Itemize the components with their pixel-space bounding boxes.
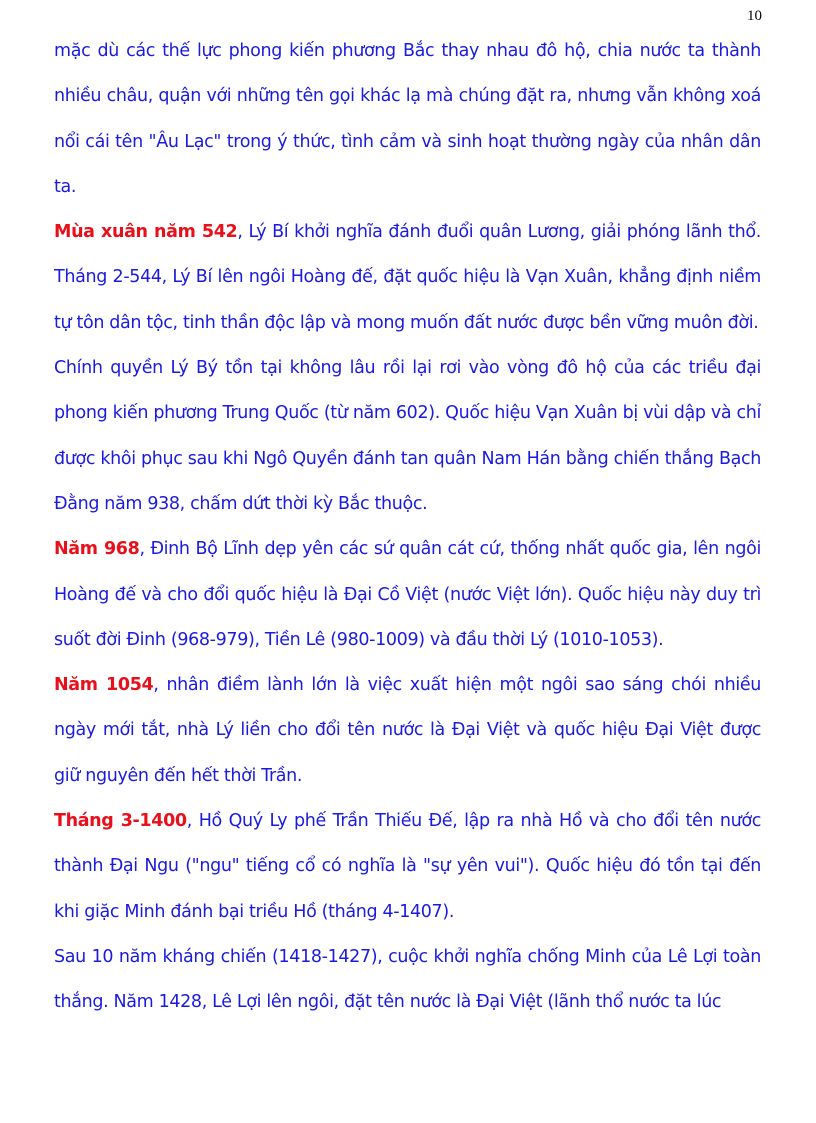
- paragraph-text: , nhân điềm lành lớn là việc xuất hiện một ngôi sao sáng chói nhiều ngày mới tắt, nhà Lý liền cho đổi tên nước là Đại Việt và quốc hiệu Đại Việt được giữ nguyên đến hết thời Trần.: [54, 675, 761, 786]
- paragraph-text: Sau 10 năm kháng chiến (1418-1427), cuộc khởi nghĩa chống Minh của Lê Lợi toàn thắng. Năm 1428, Lê Lợi lên ngôi, đặt tên nước là Đại Việt (lãnh thổ nước ta lúc: [54, 946, 761, 1013]
- paragraph-text: , Đinh Bộ Lĩnh dẹp yên các sứ quân cát cứ, thống nhất quốc gia, lên ngôi Hoàng đế và cho đổi quốc hiệu là Đại Cồ Việt (nước Việt lớn). Quốc hiệu này duy trì suốt đời Đinh (968-979), Tiền Lê (980-1009) và đầu thời Lý (1010-1053).: [54, 539, 761, 650]
- date-highlight: Tháng 3-1400: [54, 811, 187, 832]
- document-body: [54, 29, 761, 1026]
- page-number: 10: [747, 8, 762, 24]
- paragraph: [54, 527, 761, 663]
- date-highlight: Năm 968: [54, 539, 140, 560]
- paragraph: [54, 935, 761, 1026]
- paragraph: [54, 210, 761, 346]
- paragraph: [54, 346, 761, 527]
- paragraph-text: Chính quyền Lý Bý tồn tại không lâu rồi lại rơi vào vòng đô hộ của các triều đại phong kiến phương Trung Quốc (từ năm 602). Quốc hiệu Vạn Xuân bị vùi dập và chỉ được khôi phục sau khi Ngô Quyền đánh tan quân Nam Hán bằng chiến thắng Bạch Đằng năm 938, chấm dứt thời kỳ Bắc thuộc.: [54, 358, 761, 514]
- paragraph-text: , Lý Bí khởi nghĩa đánh đuổi quân Lương, giải phóng lãnh thổ. Tháng 2-544, Lý Bí lên ngôi Hoàng đế, đặt quốc hiệu là Vạn Xuân, khẳng định niềm tự tôn dân tộc, tinh thần độc lập và mong muốn đất nước được bền vững muôn đời.: [54, 222, 761, 333]
- paragraph-text: mặc dù các thế lực phong kiến phương Bắc thay nhau đô hộ, chia nước ta thành nhiều châu, quận với những tên gọi khác lạ mà chúng đặt ra, nhưng vẫn không xoá nổi cái tên "Âu Lạc" trong ý thức, tình cảm và sinh hoạt thường ngày của nhân dân ta.: [54, 41, 761, 197]
- date-highlight: Mùa xuân năm 542: [54, 222, 238, 243]
- paragraph-text: , Hồ Quý Ly phế Trần Thiếu Đế, lập ra nhà Hồ và cho đổi tên nước thành Đại Ngu ("ngu" tiếng cổ có nghĩa là "sự yên vui"). Quốc hiệu đó tồn tại đến khi giặc Minh đánh bại triều Hồ (tháng 4-1407).: [54, 811, 761, 922]
- paragraph: [54, 29, 761, 210]
- paragraph: [54, 799, 761, 935]
- paragraph: [54, 663, 761, 799]
- date-highlight: Năm 1054: [54, 675, 154, 696]
